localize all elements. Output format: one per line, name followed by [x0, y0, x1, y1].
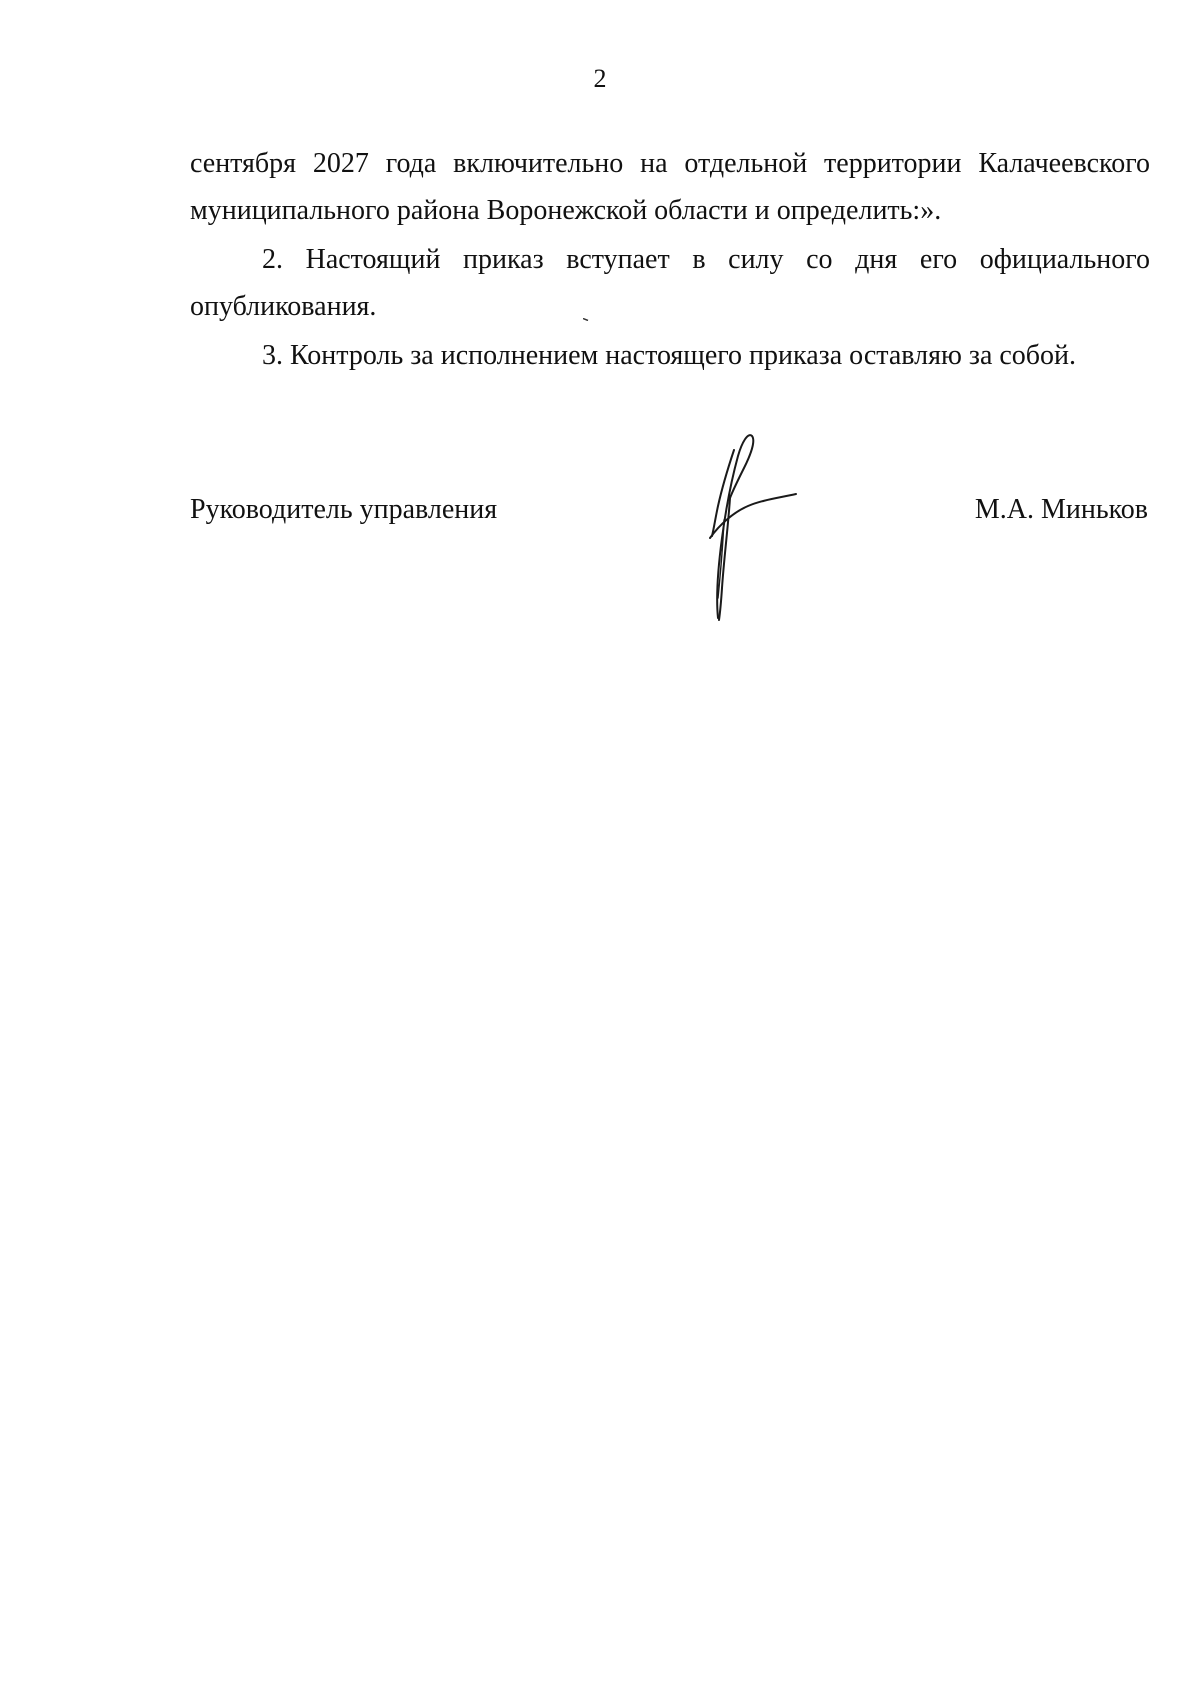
handwritten-signature: [700, 428, 810, 628]
paragraph-continuation: сентября 2027 года включительно на отдельной территории Калачеевского муниципального района Воронежской области и определить:».: [190, 148, 1150, 226]
signature-block: [190, 490, 1148, 530]
signatory-name: М.А. Миньков: [974, 494, 1148, 525]
paragraph-item-2: 2. Настоящий приказ вступает в силу со дня его официального опубликования.: [190, 244, 1150, 322]
stray-mark: [583, 318, 589, 321]
signatory-position: Руководитель управления: [190, 494, 498, 525]
page-number: 2: [593, 64, 607, 93]
paragraph-item-3: 3. Контроль за исполнением настоящего приказа оставляю за собой.: [262, 340, 1077, 371]
document-body: [190, 140, 1150, 381]
